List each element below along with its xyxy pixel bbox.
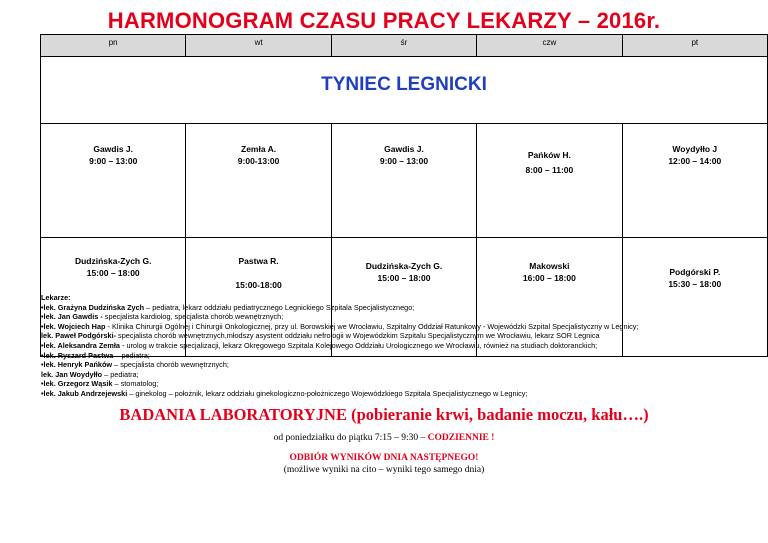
doctor-entry [41, 351, 768, 361]
doctor-entry-name: •lek. Aleksandra Zemła [41, 340, 120, 350]
doctor-name: Makowski [529, 261, 570, 271]
lab-title: BADANIA LABORATORYJNE (pobieranie krwi, badanie moczu, kału….) [119, 405, 649, 424]
schedule-cell [477, 124, 622, 238]
doctor-entry-desc: – pediatra; [102, 369, 139, 379]
doctor-entry [41, 331, 768, 341]
doctor-entry [41, 370, 768, 380]
doctor-entry-name: •lek. Grzegorz Wąsik [41, 379, 113, 389]
doctor-name: Woydyłło J [672, 144, 718, 154]
hours: 9:00-13:00 [237, 156, 280, 166]
days-header-row [41, 35, 768, 57]
hours: 12:00 – 14:00 [668, 156, 722, 166]
doctor-entry-name: •lek. Henryk Pańków [41, 360, 113, 370]
schedule-row [41, 124, 768, 238]
doctor-name: Dudzińska-Zych G. [365, 261, 443, 271]
doctor-name: Pańków H. [527, 150, 571, 160]
pickup-title: ODBIÓR WYNIKÓW DNIA NASTĘPNEGO! [289, 453, 479, 463]
doctor-entry [41, 360, 768, 370]
lab-hours [0, 433, 768, 443]
doctor-entry-desc: – ginekolog – położnik, lekarz oddziału ginekologiczno-położniczego Wojewódzkiego Szpitala Specjalistycznego w Legnicy; [127, 388, 528, 398]
doctor-name: Dudzińska-Zych G. [74, 256, 152, 266]
day-header: pt [622, 35, 767, 57]
doctor-entry-name: •lek. Grażyna Dudzińska Zych [41, 302, 145, 312]
doctor-entry [41, 389, 768, 399]
doctor-entry-name: lek. Jan Woydyłło [41, 369, 103, 379]
doctor-entry-desc: – specjalista chorób wewnętrznych; [112, 360, 229, 370]
doctor-name: Gawdis J. [384, 144, 424, 154]
day-header: pn [41, 35, 186, 57]
doctor-entry-desc: - urolog w trakcie specjalizacji, lekarz Okręgowego Szpitala Kolejowego Oddziału Urologicznego we Wrocławiu, również na studiach doktoranckich; [119, 340, 598, 350]
results-pickup [0, 452, 768, 476]
doctor-entry [41, 379, 768, 389]
doctor-entry-desc: specjalista kardiolog, specjalista chorób wewnętrznych; [102, 312, 284, 322]
lab-hours-emphasis: CODZIENNIE ! [427, 433, 495, 443]
doctor-entry-desc: – pediatra; [113, 350, 150, 360]
hours: 15:00 – 18:00 [86, 268, 140, 278]
day-header: wt [186, 35, 331, 57]
doctors-heading: Lekarze: [41, 293, 71, 302]
doctor-entry [41, 312, 768, 322]
doctor-entry [41, 303, 768, 313]
hours: 9:00 – 13:00 [89, 156, 138, 166]
doctor-entry-name: •lek. Wojciech Hap [41, 321, 106, 331]
doctor-entry-desc: specjalista chorób wewnętrznych,młodszy asystent oddziału nefrologii w Wojewódzkim Szpitalu Specjalistycznym we Wrocławiu, lekarz SOR Legnica [116, 331, 600, 341]
doctors-list [41, 293, 768, 399]
schedule-cell [331, 124, 476, 238]
pickup-note: (możliwe wyniki na cito – wyniki tego samego dnia) [283, 465, 485, 475]
hours: 15:30 – 18:00 [668, 279, 722, 289]
doctor-name: Gawdis J. [93, 144, 134, 154]
doctor-entry [41, 341, 768, 351]
day-header: śr [331, 35, 476, 57]
doctor-entry-desc: – stomatolog; [112, 379, 159, 389]
schedule-cell [41, 124, 186, 238]
hours: 15:00-18:00 [235, 280, 282, 290]
doctor-name: Podgórski P. [669, 267, 721, 277]
day-header: czw [477, 35, 622, 57]
doctor-entry-desc: – pediatra, lekarz oddziału pediatrycznego Legnickiego Szpitala Specjalistycznego; [144, 302, 415, 312]
schedule-cell [622, 124, 767, 238]
page-title: HARMONOGRAM CZASU PRACY LEKARZY – 2016r. [107, 8, 661, 33]
doctor-entry [41, 322, 768, 332]
hours: 8:00 – 11:00 [525, 165, 574, 175]
doctor-name: Pastwa R. [238, 256, 279, 266]
doctor-name: Zemła A. [241, 144, 277, 154]
doctor-entry-name: •lek. Ryszard Pastwa [41, 350, 114, 360]
hours: 15:00 – 18:00 [377, 273, 431, 283]
doctor-entry-name: •lek. Jakub Andrzejewski [41, 388, 128, 398]
location-name: TYNIEC LEGNICKI [41, 57, 768, 124]
location-row [41, 57, 768, 124]
doctor-entry-name: lek. Paweł Podgórski- [41, 331, 117, 341]
doctor-entry-desc: - Klinika Chirurgii Ogólnej i Chirurgii Onkologicznej, przy ul. Borowskiej we Wrocławiu, Szpitalny Oddział Ratunkowy - Wojewódzki Szpital Specjalistyczny w Legnicy; [105, 321, 639, 331]
lab-hours-text: od poniedziałku do piątku 7:15 – 9:30 – [273, 433, 428, 443]
hours: 16:00 – 18:00 [522, 273, 576, 283]
hours: 9:00 – 13:00 [379, 156, 429, 166]
doctor-entry-name: •lek. Jan Gawdis - [41, 312, 103, 322]
schedule-cell [186, 124, 331, 238]
